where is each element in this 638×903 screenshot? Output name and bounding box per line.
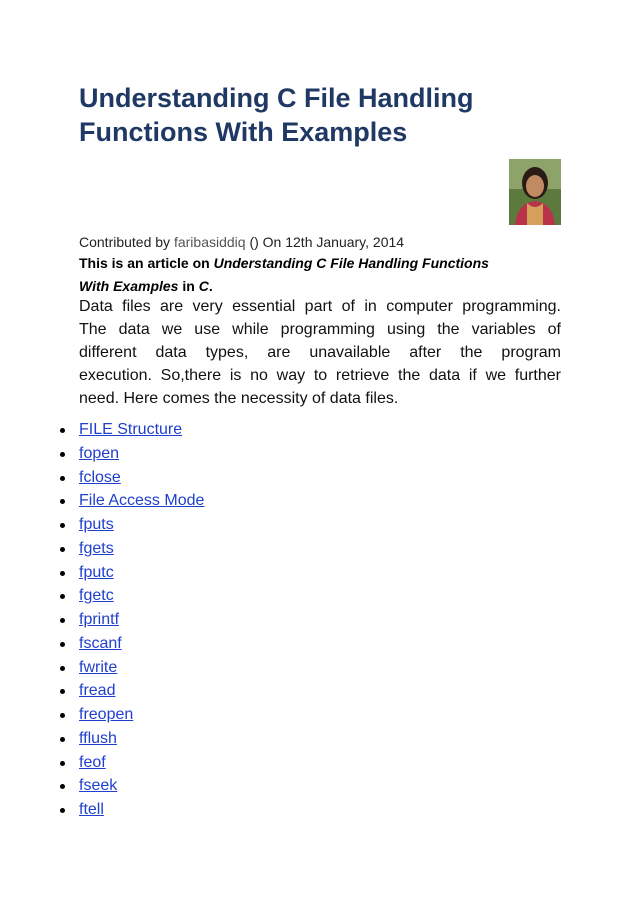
toc-link-fseek[interactable]: fseek [79, 777, 118, 795]
article-title [79, 81, 559, 149]
bullet-icon [60, 594, 65, 599]
bullet-icon [60, 737, 65, 742]
toc-link-file-structure[interactable]: FILE Structure [79, 421, 183, 438]
intro-language: C [198, 278, 209, 294]
bullet-icon [60, 689, 65, 694]
toc-link-fputs[interactable]: fputs [79, 516, 114, 533]
bullet-icon [60, 808, 65, 813]
body-paragraph [79, 295, 561, 410]
author-link[interactable]: faribasiddiq [173, 234, 246, 250]
toc-link-fwrite[interactable]: fwrite [79, 658, 118, 676]
toc-link-feof[interactable]: feof [79, 753, 106, 771]
intro-line-1 [79, 252, 561, 275]
body-line: The data we use while programming using the variables of [79, 321, 561, 338]
bullet-icon [60, 499, 65, 504]
toc-link-fprintf[interactable]: fprintf [79, 611, 120, 628]
intro-text-1: This is an article on [79, 255, 214, 271]
bullet-icon [60, 618, 65, 623]
toc-link-fclose[interactable]: fclose [79, 468, 121, 486]
bullet-icon [60, 547, 65, 552]
toc-link-ftell[interactable]: ftell [79, 801, 104, 818]
bullet-icon [60, 523, 65, 528]
title-line-2: Functions With Examples [79, 117, 408, 147]
toc-link-fputc[interactable]: fputc [79, 563, 114, 581]
intro-end: . [208, 278, 213, 294]
bullet-icon [60, 666, 65, 671]
byline-date: () On 12th January, 2014 [245, 234, 405, 250]
toc-link-fread[interactable]: fread [79, 682, 116, 700]
toc-link-fopen[interactable]: fopen [79, 444, 120, 462]
body-line: need. Here comes the necessity of data files. [79, 390, 399, 407]
bullet-icon [60, 452, 65, 457]
toc-link-fflush[interactable]: fflush [79, 729, 117, 747]
bullet-icon [60, 428, 65, 433]
bullet-icon [60, 642, 65, 647]
bullet-icon [60, 571, 65, 576]
body-line: different data types, are unavailable after the program [79, 344, 561, 361]
intro-topic: Understanding C File Handling Functions [213, 255, 489, 271]
toc-link-fgetc[interactable]: fgetc [79, 587, 114, 605]
body-line: Data files are very essential part of in computer programming. [79, 298, 561, 315]
bullet-icon [60, 713, 65, 718]
intro-topic-cont: With Examples [79, 278, 179, 294]
intro-paragraph [79, 252, 561, 298]
bullet-icon [60, 476, 65, 481]
toc-link-file-access-mode[interactable]: File Access Mode [79, 492, 205, 510]
toc-link-fscanf[interactable]: fscanf [79, 634, 122, 652]
author-portrait-image [509, 159, 561, 225]
byline [79, 232, 404, 252]
body-line: execution. So,there is no way to retrieve the data if we further [79, 367, 561, 384]
toc-link-fgets[interactable]: fgets [79, 539, 114, 557]
bullet-icon [60, 784, 65, 789]
author-photo [509, 159, 561, 225]
byline-prefix: Contributed by [79, 234, 174, 250]
title-line-1: Understanding C File Handling [79, 83, 474, 113]
toc-link-freopen[interactable]: freopen [79, 706, 134, 723]
bullet-icon [60, 761, 65, 766]
intro-text-2: in [178, 278, 199, 294]
